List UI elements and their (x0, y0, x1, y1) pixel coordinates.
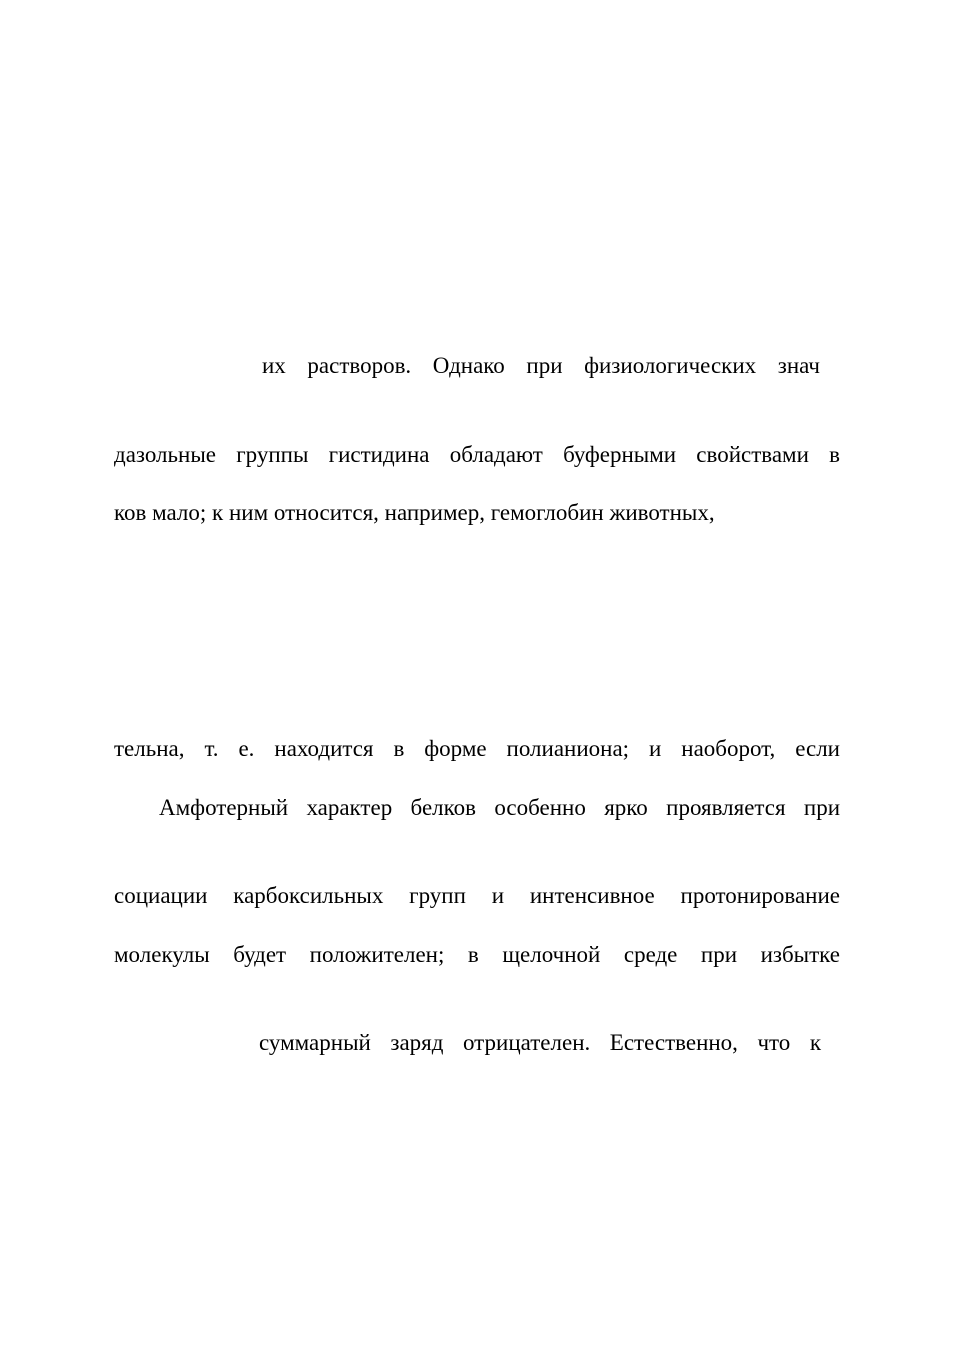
text-line: суммарный заряд отрицателен. Естественно, что к (259, 1030, 821, 1055)
text-line: тельна, т. е. находится в форме полианиона; и наоборот, если (114, 736, 840, 761)
text-line: их растворов. Однако при физиологических знач (262, 353, 820, 378)
text-line: социации карбоксильных групп и интенсивное протонирование (114, 883, 840, 908)
text-line: дазольные группы гистидина обладают буферными свойствами в (114, 442, 840, 467)
text-line: ков мало; к ним относится, например, гемоглобин животных, (114, 500, 715, 525)
text-line: молекулы будет положителен; в щелочной среде при избытке (114, 942, 840, 967)
paragraph-first-line: Амфотерный характер белков особенно ярко проявляется при (159, 795, 840, 820)
